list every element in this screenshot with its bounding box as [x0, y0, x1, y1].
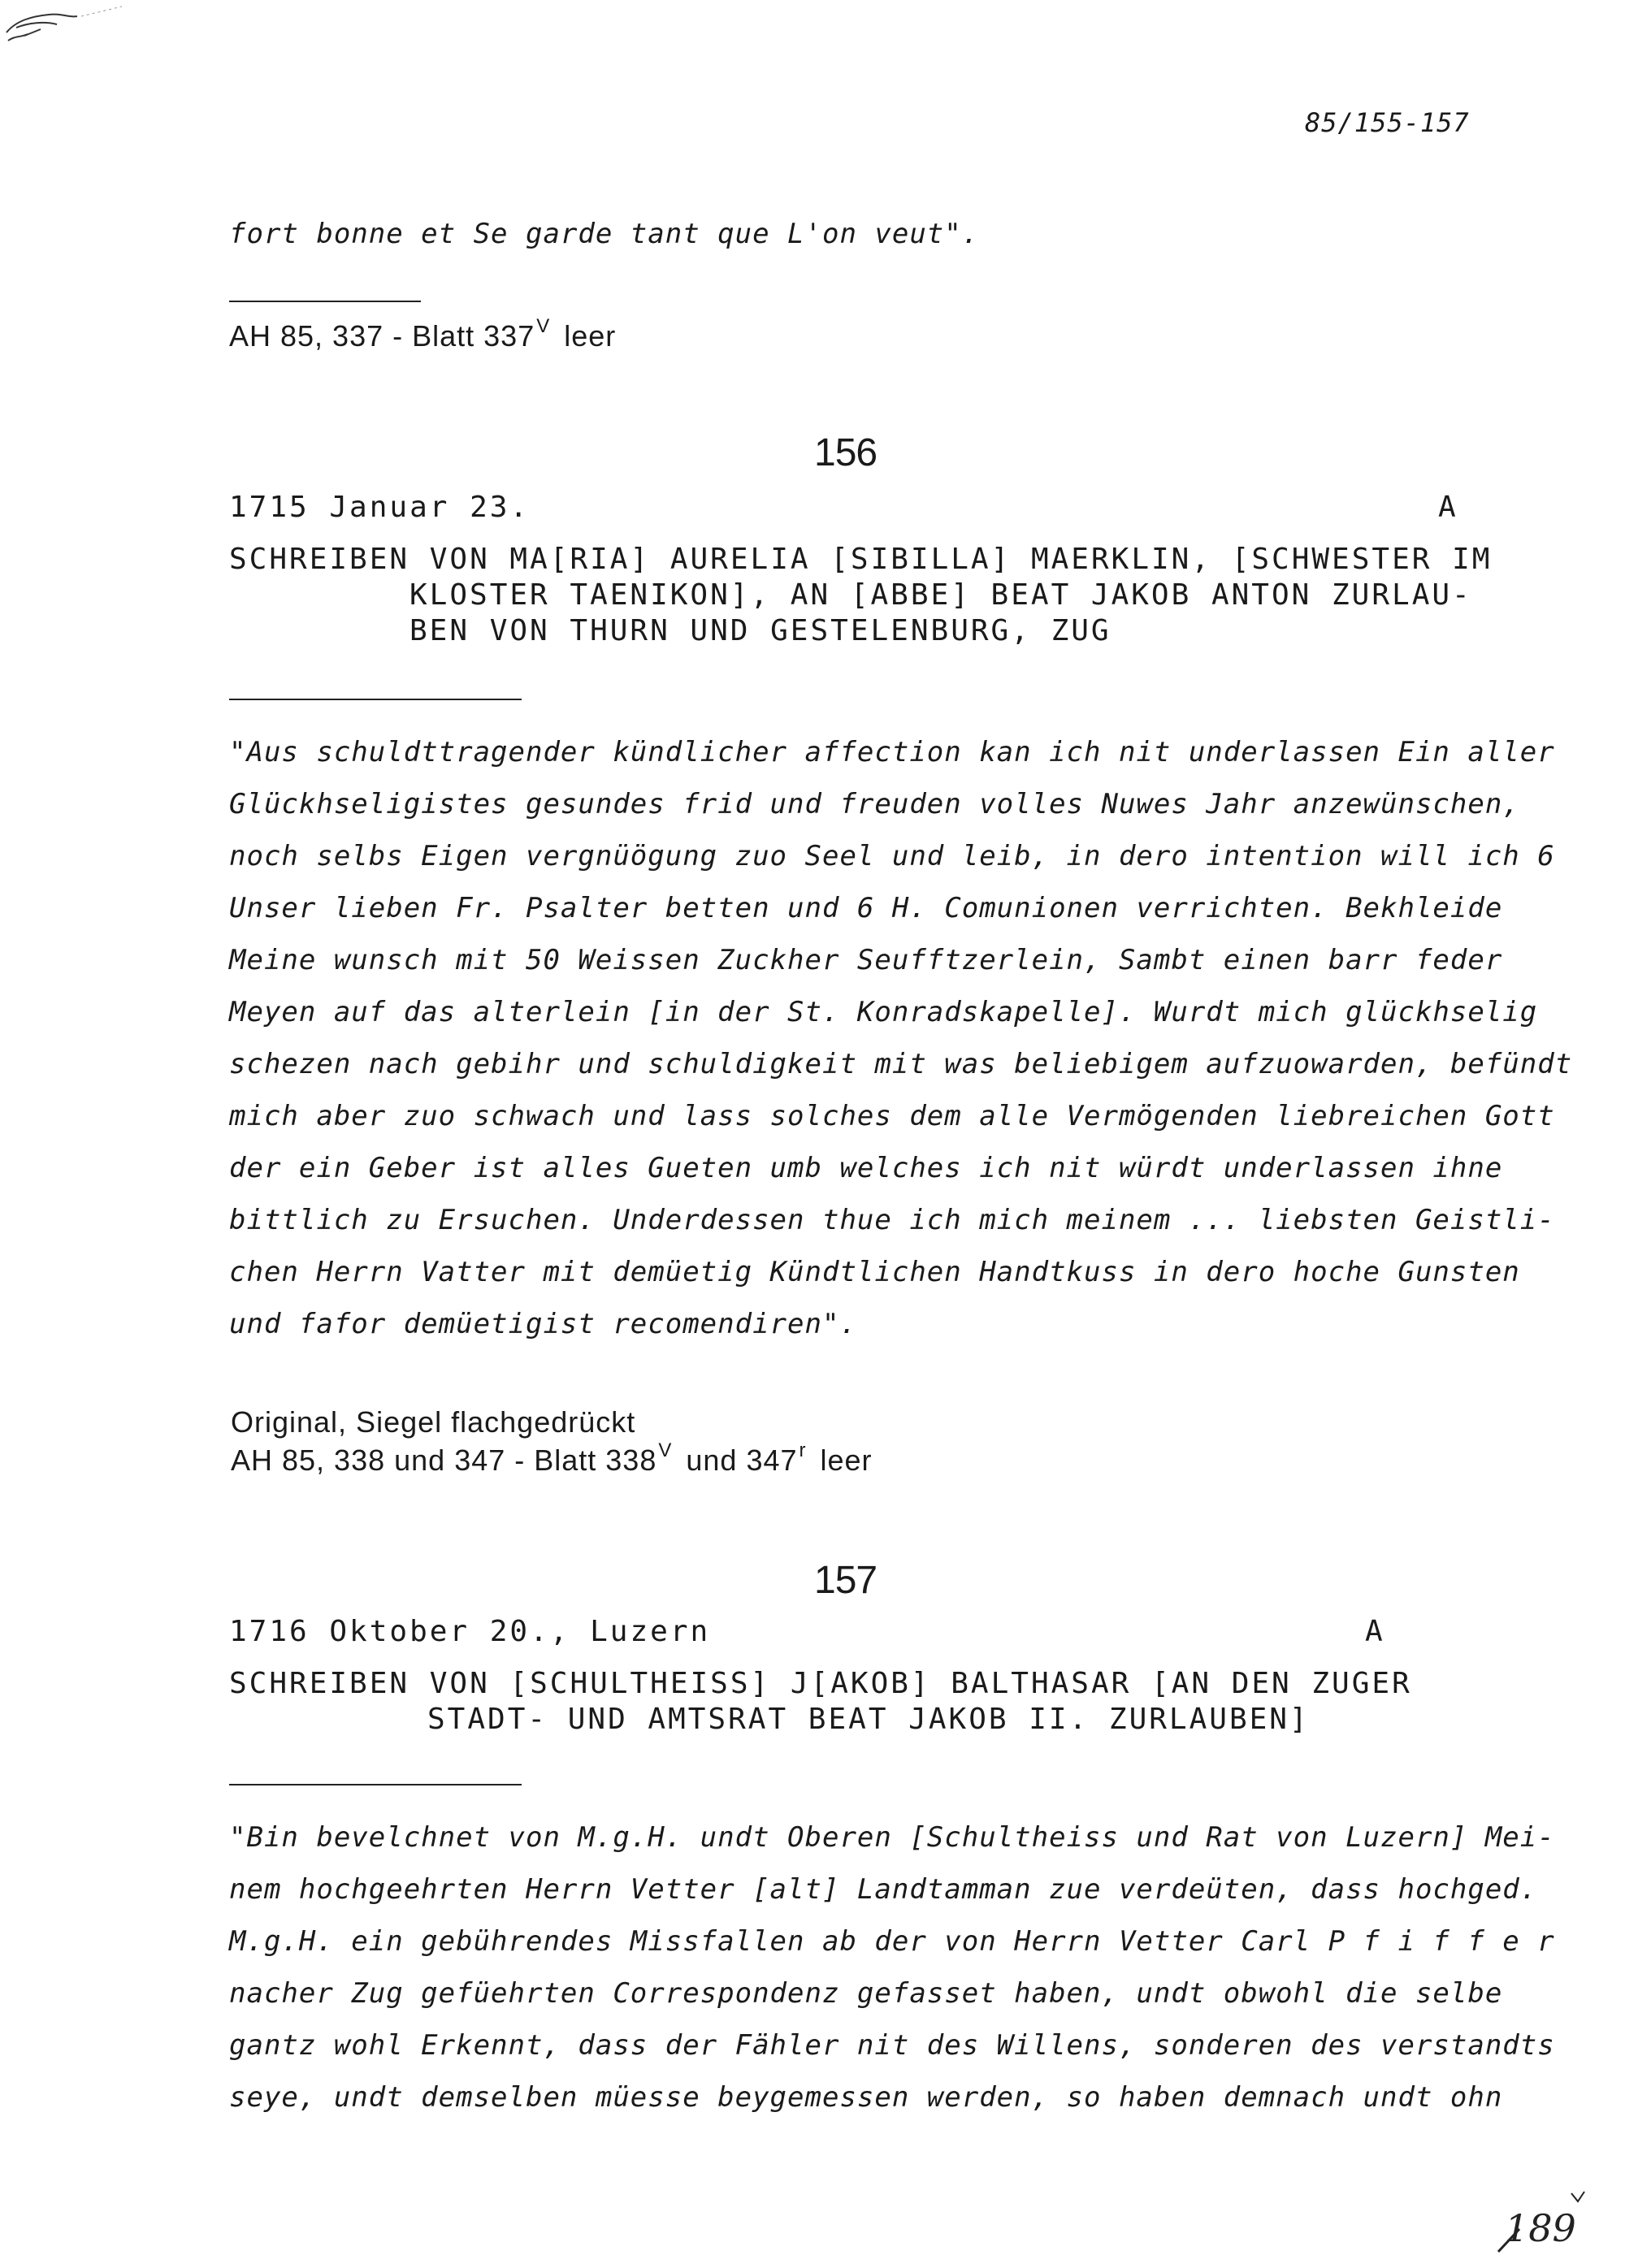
entry-156-source-line-1: Original, Siegel flachgedrückt [231, 1405, 636, 1439]
document-reference: 85/155-157 [1305, 107, 1470, 138]
text-line: gantz wohl Erkennt, dass der Fähler nit des Willens, sonderen des verstandts [229, 2029, 1555, 2062]
divider-rule [229, 1784, 522, 1785]
entry-156-title-line-2: KLOSTER TAENIKON], AN [ABBE] BEAT JAKOB ANTON ZURLAU- [410, 578, 1472, 612]
text-line: M.g.H. ein gebührendes Missfallen ab der von Herrn Vetter Carl P f i f f e r [229, 1925, 1555, 1958]
text-line: nem hochgeehrten Herrn Vetter [alt] Landtamman zue verdeüten, dass hochged. [229, 1873, 1538, 1906]
text-line: Unser lieben Fr. Psalter betten und 6 H. Comunionen verrichten. Bekhleide [229, 892, 1503, 924]
previous-entry-source: AH 85, 337 - Blatt $337^V$ leer [229, 315, 617, 353]
entry-157-number: 157 [814, 1559, 878, 1602]
entry-157-marker: A [1365, 1615, 1385, 1648]
text-line: schezen nach gebihr und schuldigkeit mit was beliebigem aufzuowarden, befündt [229, 1048, 1573, 1080]
entry-156-date: 1715 Januar 23. [229, 491, 531, 524]
text-line: und fafor demüetigist recomendiren". [229, 1308, 857, 1340]
page-mark-stroke-icon [1495, 2224, 1528, 2257]
entry-157-date: 1716 Oktober 20., Luzern [229, 1615, 711, 1648]
entry-156-marker: A [1438, 491, 1458, 524]
corner-scribble-icon [0, 0, 130, 57]
text-line: der ein Geber ist alles Gueten umb welches ich nit würdt underlassen ihne [229, 1152, 1503, 1184]
text-line: Meine wunsch mit 50 Weissen Zuckher Seufftzerlein, Sambt einen barr feder [229, 944, 1503, 976]
text-line: seye, undt demselben müesse beygemessen werden, so haben demnach undt ohn [229, 2081, 1503, 2114]
text-line: "Bin bevelchnet von M.g.H. undt Oberen [Schultheiss und Rat von Luzern] Mei- [229, 1821, 1555, 1854]
entry-156-source-line-2: AH 85, 338 und 347 - Blatt $338^V$ und 347$^r$ leer [231, 1439, 873, 1477]
handwritten-page-number: 189 [1505, 2206, 1576, 2250]
entry-156-number: 156 [814, 431, 878, 474]
divider-rule [229, 301, 421, 302]
entry-157-title-line-1: SCHREIBEN VON [SCHULTHEISS] J[AKOB] BALTHASAR [AN DEN ZUGER [229, 1667, 1412, 1700]
text-line: noch selbs Eigen vergnüögung zuo Seel und leib, in dero intention will ich 6 [229, 840, 1555, 872]
text-line: bittlich zu Ersuchen. Underdessen thue ich mich meinem ... liebsten Geistli- [229, 1204, 1555, 1236]
entry-156-title-line-1: SCHREIBEN VON MA[RIA] AURELIA [SIBILLA] MAERKLIN, [SCHWESTER IM [229, 543, 1493, 576]
page-mark-check-icon [1568, 2188, 1588, 2206]
text-line: Glückhseligistes gesundes frid und freuden volles Nuwes Jahr anzewünschen, [229, 788, 1520, 820]
previous-entry-closing-line: fort bonne et Se garde tant que L'on veut". [229, 218, 980, 250]
text-line: mich aber zuo schwach und lass solches dem alle Vermögenden liebreichen Gott [229, 1100, 1555, 1132]
text-line: "Aus schuldttragender kündlicher affection kan ich nit underlassen Ein aller [229, 736, 1555, 768]
text-line: nacher Zug gefüehrten Correspondenz gefasset haben, undt obwohl die selbe [229, 1977, 1503, 2010]
divider-rule [229, 699, 522, 700]
entry-157-title-line-2: STADT- UND AMTSRAT BEAT JAKOB II. ZURLAUBEN] [427, 1703, 1310, 1736]
text-line: Meyen auf das alterlein [in der St. Konradskapelle]. Wurdt mich glückhselig [229, 996, 1538, 1028]
entry-156-title-line-3: BEN VON THURN UND GESTELENBURG, ZUG [410, 614, 1112, 647]
text-line: chen Herrn Vatter mit demüetig Kündtlichen Handtkuss in dero hoche Gunsten [229, 1256, 1520, 1288]
